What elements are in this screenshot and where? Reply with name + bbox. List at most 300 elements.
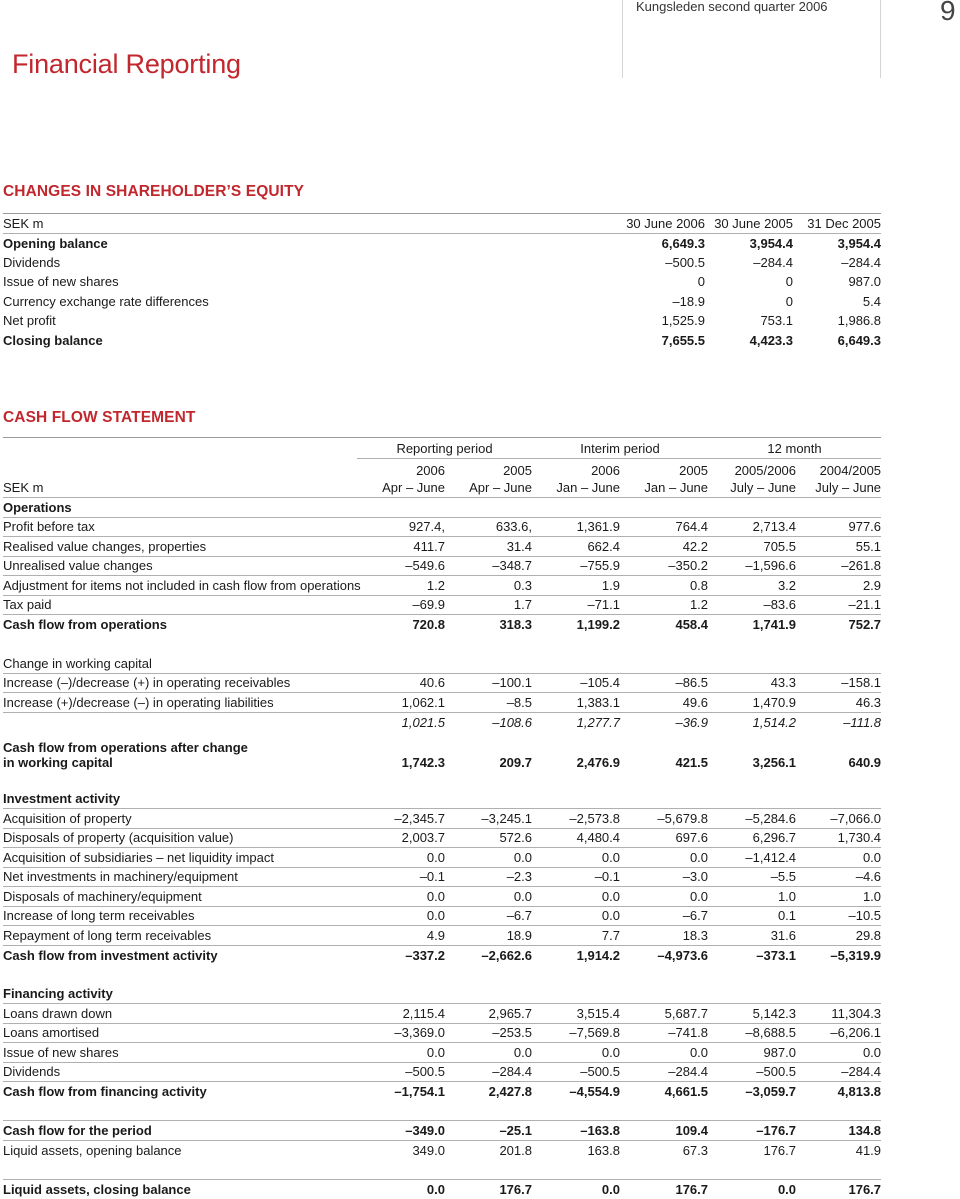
row-value	[620, 789, 708, 809]
row-value: –36.9	[620, 712, 708, 732]
table-row	[3, 311, 881, 330]
row-label: Unrealised value changes	[3, 556, 357, 576]
row-value: 1,525.9	[661, 313, 705, 329]
row-value	[796, 654, 881, 674]
table-row	[3, 537, 881, 557]
row-value: –105.4	[532, 673, 620, 693]
row-value: –71.1	[532, 595, 620, 615]
row-value: –3,369.0	[357, 1023, 445, 1043]
row-value: 0.0	[532, 1043, 620, 1063]
row-value: 1.9	[532, 576, 620, 596]
row-value: –284.4	[841, 254, 881, 270]
row-value	[796, 1101, 881, 1121]
row-value: –108.6	[445, 712, 532, 732]
row-value: 176.7	[445, 1179, 532, 1199]
period-header: July – June	[708, 478, 796, 498]
year-header: 2005	[679, 463, 709, 478]
row-value	[532, 1101, 620, 1121]
row-value: 43.3	[708, 673, 796, 693]
row-value: 163.8	[532, 1140, 620, 1160]
row-value: 176.7	[796, 1179, 881, 1199]
row-value: 18.9	[445, 926, 532, 946]
row-value: 55.1	[796, 537, 881, 557]
row-value	[796, 770, 881, 790]
row-value: 0.0	[357, 1043, 445, 1063]
row-value: –253.5	[445, 1023, 532, 1043]
section-row	[3, 789, 881, 809]
row-value: –500.5	[665, 254, 705, 270]
row-value: 633.6,	[445, 517, 532, 537]
row-value: 176.7	[708, 1140, 796, 1160]
row-value: 201.8	[445, 1140, 532, 1160]
table-row	[3, 809, 881, 829]
year-header: 2006	[591, 463, 620, 478]
row-value	[620, 1160, 708, 1180]
table-row	[3, 848, 881, 868]
row-label	[3, 712, 357, 732]
row-value	[796, 984, 881, 1004]
row-value: 0.0	[357, 887, 445, 907]
row-value: 4,480.4	[532, 828, 620, 848]
table-row	[3, 1023, 881, 1043]
row-value	[620, 770, 708, 790]
year-header: 2004/2005	[819, 463, 882, 478]
year-header: 2005/2006	[734, 463, 797, 478]
group-header: Interim period	[532, 439, 708, 459]
row-value: 3,954.4	[749, 235, 793, 251]
row-value: 42.2	[620, 537, 708, 557]
row-value	[796, 1160, 881, 1180]
row-value: 31.6	[708, 926, 796, 946]
cashflow-year-row	[3, 459, 881, 479]
row-value: 4,423.3	[749, 332, 793, 348]
row-value	[445, 965, 532, 985]
row-value	[796, 498, 881, 518]
row-label-line: in working capital	[3, 754, 113, 770]
row-label: Increase of long term receivables	[3, 906, 357, 926]
row-value	[620, 1101, 708, 1121]
row-value: –3,059.7	[708, 1082, 796, 1102]
row-value	[532, 634, 620, 654]
row-value	[796, 634, 881, 654]
table-row	[3, 233, 881, 252]
row-value	[445, 789, 532, 809]
row-value: 2,003.7	[357, 828, 445, 848]
row-value: 0.0	[357, 906, 445, 926]
row-value	[445, 654, 532, 674]
table-row	[3, 906, 881, 926]
row-value: –741.8	[620, 1023, 708, 1043]
row-label: Increase (–)/decrease (+) in operating receivables	[3, 673, 357, 693]
row-value: 134.8	[796, 1121, 881, 1141]
row-value	[357, 789, 445, 809]
row-value	[532, 965, 620, 985]
row-value: 1.0	[708, 887, 796, 907]
row-value: –163.8	[532, 1121, 620, 1141]
row-value: 11,304.3	[796, 1004, 881, 1024]
row-label: Opening balance	[3, 235, 108, 251]
row-label: Disposals of property (acquisition value)	[3, 828, 357, 848]
row-value: 1,914.2	[532, 945, 620, 965]
row-value: –500.5	[357, 1062, 445, 1082]
table-row	[3, 1062, 881, 1082]
row-value: 1.7	[445, 595, 532, 615]
row-value: –7,066.0	[796, 809, 881, 829]
row-value	[357, 498, 445, 518]
row-value	[532, 498, 620, 518]
row-value: –5,284.6	[708, 809, 796, 829]
row-value: 0.0	[357, 848, 445, 868]
row-label: Cash flow for the period	[3, 1121, 357, 1141]
row-value: 0.0	[445, 848, 532, 868]
table-row	[3, 673, 881, 693]
row-value: 1,361.9	[532, 517, 620, 537]
row-value: 18.3	[620, 926, 708, 946]
row-value: 109.4	[620, 1121, 708, 1141]
table-row	[3, 1121, 881, 1141]
row-label: Net investments in machinery/equipment	[3, 867, 357, 887]
period-header: Apr – June	[445, 478, 532, 498]
row-value: 0.3	[445, 576, 532, 596]
equity-col-header: 30 June 2005	[705, 214, 793, 233]
row-value	[708, 1160, 796, 1180]
table-row	[3, 272, 881, 291]
row-label: Dividends	[3, 254, 61, 270]
row-value: 31.4	[445, 537, 532, 557]
row-label: Operations	[3, 499, 72, 515]
row-value	[796, 965, 881, 985]
row-value	[445, 984, 532, 1004]
row-value: 1.2	[620, 595, 708, 615]
period-header: July – June	[796, 478, 881, 498]
table-row	[3, 732, 881, 770]
row-label: Loans amortised	[3, 1023, 357, 1043]
cashflow-top-rule	[3, 437, 881, 438]
row-value: 1,741.9	[708, 615, 796, 635]
row-value: 2,965.7	[445, 1004, 532, 1024]
row-value: –4,554.9	[532, 1082, 620, 1102]
row-value	[620, 498, 708, 518]
row-value: 1,470.9	[708, 693, 796, 713]
row-value	[708, 634, 796, 654]
row-value: –69.9	[357, 595, 445, 615]
row-value: 3,954.4	[837, 235, 881, 251]
company-header: Kungsleden second quarter 2006	[636, 0, 828, 14]
row-label: Acquisition of subsidiaries – net liquidity impact	[3, 848, 357, 868]
row-label: Adjustment for items not included in cash flow from operations	[3, 576, 357, 596]
row-label: Cash flow from operations	[3, 615, 357, 635]
table-row	[3, 1082, 881, 1102]
row-value: –8,688.5	[708, 1023, 796, 1043]
row-value: –2,345.7	[357, 809, 445, 829]
row-value: –284.4	[753, 254, 793, 270]
section-row	[3, 654, 881, 674]
table-row	[3, 712, 881, 732]
section-row	[3, 634, 881, 654]
period-header: Jan – June	[532, 478, 620, 498]
row-value: –3.0	[620, 867, 708, 887]
row-label: Cash flow from financing activity	[3, 1082, 357, 1102]
row-value: 41.9	[796, 1140, 881, 1160]
row-value: 0.0	[532, 1179, 620, 1199]
row-value: 977.6	[796, 517, 881, 537]
year-header: 2006	[416, 463, 445, 478]
row-value: 0.0	[445, 1043, 532, 1063]
row-label: Disposals of machinery/equipment	[3, 887, 357, 907]
row-value: 987.0	[708, 1043, 796, 1063]
row-value	[620, 965, 708, 985]
row-value	[708, 984, 796, 1004]
row-value: 176.7	[620, 1179, 708, 1199]
row-value: –284.4	[796, 1062, 881, 1082]
row-value: 2,115.4	[357, 1004, 445, 1024]
row-value: 7.7	[532, 926, 620, 946]
table-row	[3, 1004, 881, 1024]
row-value: 0.0	[357, 1179, 445, 1199]
row-value: 0.0	[532, 887, 620, 907]
row-value: 4,661.5	[620, 1082, 708, 1102]
row-value: –0.1	[357, 867, 445, 887]
table-row	[3, 1140, 881, 1160]
row-value: 49.6	[620, 693, 708, 713]
table-row	[3, 556, 881, 576]
cashflow-period-row	[3, 478, 881, 498]
row-value: 0	[785, 274, 793, 290]
row-value: 0.8	[620, 576, 708, 596]
row-value: –500.5	[532, 1062, 620, 1082]
group-header: 12 month	[708, 439, 881, 459]
row-label	[3, 770, 357, 790]
row-label: Profit before tax	[3, 517, 357, 537]
row-value: 0.0	[620, 887, 708, 907]
row-value: 411.7	[357, 537, 445, 557]
table-row	[3, 828, 881, 848]
row-label	[3, 634, 357, 654]
group-header: Reporting period	[357, 439, 532, 459]
row-value: 1,514.2	[708, 712, 796, 732]
row-value: –284.4	[445, 1062, 532, 1082]
row-value	[357, 634, 445, 654]
row-value: 46.3	[796, 693, 881, 713]
row-value	[796, 789, 881, 809]
table-row	[3, 330, 881, 349]
row-value: –83.6	[708, 595, 796, 615]
row-value: 1,199.2	[532, 615, 620, 635]
row-value: –5.5	[708, 867, 796, 887]
row-label: Change in working capital	[3, 655, 152, 671]
table-row	[3, 253, 881, 272]
row-value: 3.2	[708, 576, 796, 596]
row-value	[357, 1101, 445, 1121]
row-value	[708, 654, 796, 674]
row-value: –158.1	[796, 673, 881, 693]
row-value	[532, 984, 620, 1004]
row-value: –1,754.1	[357, 1082, 445, 1102]
row-label: Cash flow from investment activity	[3, 945, 357, 965]
row-label: Currency exchange rate differences	[3, 293, 209, 309]
row-value: 1,986.8	[837, 313, 881, 329]
row-value: –5,319.9	[796, 945, 881, 965]
table-row	[3, 615, 881, 635]
table-row	[3, 867, 881, 887]
row-value: –3,245.1	[445, 809, 532, 829]
row-label: Acquisition of property	[3, 809, 357, 829]
row-value	[532, 654, 620, 674]
row-value: –1,596.6	[708, 556, 796, 576]
row-value: 4,813.8	[796, 1082, 881, 1102]
row-label	[3, 965, 357, 985]
row-value: –10.5	[796, 906, 881, 926]
period-header: Jan – June	[620, 478, 708, 498]
row-value	[532, 770, 620, 790]
row-value: 5.4	[862, 293, 881, 309]
row-value: 2,427.8	[445, 1082, 532, 1102]
row-value: 209.7	[499, 754, 532, 770]
section-row	[3, 1160, 881, 1180]
row-value: 1,277.7	[532, 712, 620, 732]
header-divider	[622, 0, 623, 78]
equity-table	[3, 214, 881, 350]
row-value: –349.0	[357, 1121, 445, 1141]
table-row	[3, 1179, 881, 1199]
row-value: 5,687.7	[620, 1004, 708, 1024]
section-row	[3, 1101, 881, 1121]
row-value	[532, 789, 620, 809]
row-value: –100.1	[445, 673, 532, 693]
equity-col-header: 31 Dec 2005	[793, 214, 881, 233]
row-label	[3, 732, 357, 770]
row-value	[620, 654, 708, 674]
row-value: 0.0	[796, 1043, 881, 1063]
row-label	[3, 1160, 357, 1180]
row-value: –25.1	[445, 1121, 532, 1141]
table-row	[3, 576, 881, 596]
row-value: –21.1	[796, 595, 881, 615]
row-value: 752.7	[796, 615, 881, 635]
row-value: –4.6	[796, 867, 881, 887]
row-value: 662.4	[532, 537, 620, 557]
row-value: –0.1	[532, 867, 620, 887]
row-value: 2.9	[796, 576, 881, 596]
row-value: 6,649.3	[661, 235, 705, 251]
row-label: Issue of new shares	[3, 274, 119, 290]
row-value: –111.8	[796, 712, 881, 732]
row-value: 67.3	[620, 1140, 708, 1160]
row-value	[620, 634, 708, 654]
row-value: 6,296.7	[708, 828, 796, 848]
row-value: 349.0	[357, 1140, 445, 1160]
row-label: Liquid assets, opening balance	[3, 1140, 357, 1160]
equity-section-title: CHANGES IN SHAREHOLDER’S EQUITY	[3, 183, 305, 200]
section-row	[3, 770, 881, 790]
row-value: 987.0	[848, 274, 881, 290]
row-value: 2,476.9	[576, 754, 620, 770]
row-value: 3,256.1	[752, 754, 797, 770]
row-value: 0.0	[708, 1179, 796, 1199]
section-row	[3, 498, 881, 518]
row-value	[708, 770, 796, 790]
cashflow-section-title: CASH FLOW STATEMENT	[3, 409, 196, 426]
row-label: Financing activity	[3, 986, 113, 1001]
row-value: 572.6	[445, 828, 532, 848]
row-value: 640.9	[848, 754, 882, 770]
row-value: –7,569.8	[532, 1023, 620, 1043]
row-value: 0.0	[532, 848, 620, 868]
row-value: –261.8	[796, 556, 881, 576]
row-value: 318.3	[445, 615, 532, 635]
row-value: 0.0	[445, 887, 532, 907]
row-value: –8.5	[445, 693, 532, 713]
row-label: Net profit	[3, 313, 56, 329]
row-value	[357, 1160, 445, 1180]
row-value: 40.6	[357, 673, 445, 693]
row-value: –6.7	[620, 906, 708, 926]
row-value: 2,713.4	[708, 517, 796, 537]
row-value: –2.3	[445, 867, 532, 887]
row-label: Closing balance	[3, 332, 103, 348]
row-value: 421.5	[675, 754, 709, 770]
row-value	[445, 1101, 532, 1121]
row-value: 1,062.1	[357, 693, 445, 713]
table-row	[3, 1043, 881, 1063]
equity-col-header: 30 June 2006	[611, 214, 705, 233]
row-value: 764.4	[620, 517, 708, 537]
row-value	[445, 770, 532, 790]
row-value: 1.0	[796, 887, 881, 907]
row-value: –18.9	[672, 293, 705, 309]
row-value	[708, 498, 796, 518]
sek-label: SEK m	[3, 478, 357, 498]
row-value: –6.7	[445, 906, 532, 926]
row-value: 4.9	[357, 926, 445, 946]
row-value	[357, 770, 445, 790]
row-value	[445, 1160, 532, 1180]
row-value: –549.6	[357, 556, 445, 576]
row-label: Tax paid	[3, 595, 357, 615]
row-value: –4,973.6	[620, 945, 708, 965]
row-value: 5,142.3	[708, 1004, 796, 1024]
equity-header-row	[3, 214, 881, 233]
row-value: 0.0	[620, 848, 708, 868]
row-value: 458.4	[620, 615, 708, 635]
row-value: –2,662.6	[445, 945, 532, 965]
row-value: –1,412.4	[708, 848, 796, 868]
row-value: –284.4	[620, 1062, 708, 1082]
row-value: 3,515.4	[532, 1004, 620, 1024]
row-value: –176.7	[708, 1121, 796, 1141]
row-value: 6,649.3	[837, 332, 881, 348]
table-row	[3, 292, 881, 311]
row-label: Dividends	[3, 1062, 357, 1082]
row-value: 1,021.5	[357, 712, 445, 732]
row-value	[708, 965, 796, 985]
table-row	[3, 926, 881, 946]
year-header: 2005	[503, 463, 532, 478]
cashflow-group-row	[3, 439, 881, 459]
row-label: Loans drawn down	[3, 1004, 357, 1024]
row-value: 1,383.1	[532, 693, 620, 713]
row-value: 0	[785, 293, 793, 309]
table-row	[3, 887, 881, 907]
section-row	[3, 984, 881, 1004]
row-value: 0.1	[708, 906, 796, 926]
row-label	[3, 1101, 357, 1121]
cashflow-table	[3, 439, 881, 1199]
row-value: –6,206.1	[796, 1023, 881, 1043]
page-number: 9	[940, 0, 956, 26]
table-row	[3, 517, 881, 537]
row-label: Investment activity	[3, 791, 121, 806]
